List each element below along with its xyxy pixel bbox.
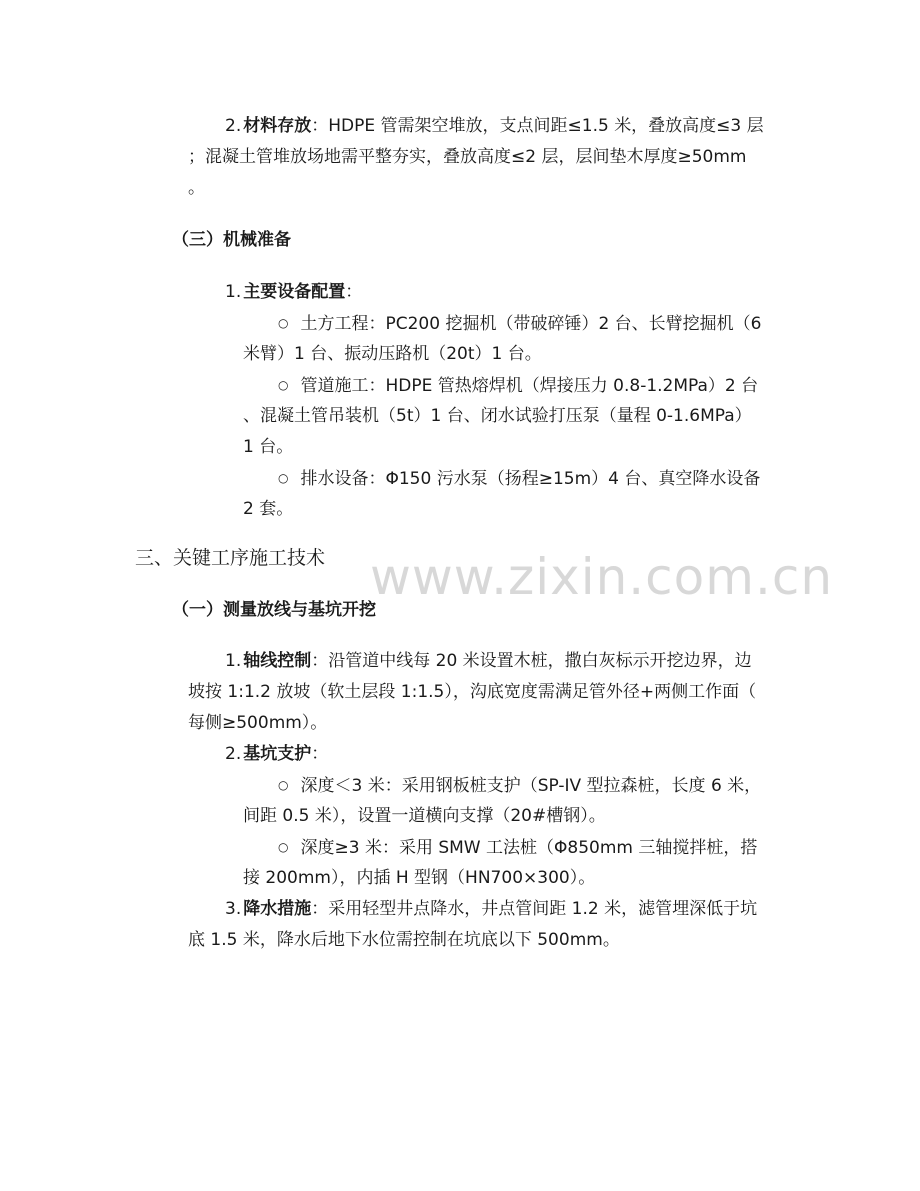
storage-label: 材料存放: [243, 116, 312, 136]
section-3-heading: 三、关键工序施工技术: [135, 547, 326, 569]
axis-control-line-2: 坡按 1:1.2 放坡（软土层段 1:1.5），沟底宽度需满足管外径+两侧工作面（: [188, 682, 757, 702]
machinery-item-2-text-1: 管道施工：HDPE 管热熔焊机（焊接压力 0.8-1.2MPa）2 台: [300, 376, 759, 396]
bullet-icon: ○: [278, 778, 289, 792]
machinery-item-2-line-3: 1 台。: [243, 437, 294, 457]
support-item-2-line-2: 接 200mm），内插 H 型钢（HN700×300）。: [243, 868, 596, 888]
watermark: www.zixin.com.cn: [370, 548, 834, 606]
storage-number: 2.: [225, 116, 242, 136]
machinery-item-3-line-2: 2 套。: [243, 499, 294, 519]
axis-text-1: 沿管道中线每 20 米设置木桩，撒白灰标示开挖边界，边: [328, 651, 752, 671]
support-item-1-line-2: 间距 0.5 米），设置一道横向支撑（20#槽钢）。: [243, 806, 606, 826]
support-colon: ：: [311, 744, 329, 764]
storage-line-1: [225, 114, 764, 138]
dewater-colon: ：: [311, 899, 329, 919]
machinery-item-3-line-1: [278, 466, 760, 491]
support-item-1-text-1: 深度＜3 米：采用钢板桩支护（SP-IV 型拉森桩，长度 6 米，: [300, 776, 762, 796]
storage-colon: ：: [311, 116, 329, 136]
machinery-item-1-text-1: 土方工程：PC200 挖掘机（带破碎锤）2 台、长臂挖掘机（6: [300, 314, 762, 334]
axis-number: 1.: [225, 651, 242, 671]
machinery-item-2-line-1: [278, 373, 758, 398]
storage-text-1: HDPE 管需架空堆放，支点间距≤1.5 米，叠放高度≤3 层: [328, 116, 764, 136]
machinery-item-3-text-1: 排水设备：Φ150 污水泵（扬程≥15m）4 台、真空降水设备: [300, 469, 761, 489]
support-number: 2.: [225, 744, 242, 764]
axis-control-line-3: 每侧≥500mm）。: [188, 713, 328, 733]
machinery-heading: （三）机械准备: [172, 230, 291, 250]
dewater-line-2: 底 1.5 米，降水后地下水位需控制在坑底以下 500mm。: [188, 930, 620, 950]
equipment-label: 主要设备配置: [243, 282, 346, 302]
axis-colon: ：: [311, 651, 329, 671]
equipment-config-line: [225, 280, 362, 304]
support-label: 基坑支护: [243, 744, 312, 764]
storage-line-3: 。: [188, 178, 205, 198]
dewater-number: 3.: [225, 899, 242, 919]
pit-support-line: [225, 742, 328, 766]
support-item-1-line-1: [278, 773, 761, 798]
machinery-item-1-line-2: 米臂）1 台、振动压路机（20t）1 台。: [243, 344, 542, 364]
dewater-text-1: 采用轻型井点降水，井点管间距 1.2 米，滤管埋深低于坑: [328, 899, 758, 919]
dewater-line-1: [225, 897, 757, 921]
machinery-item-2-line-2: 、混凝土管吊装机（5t）1 台、闭水试验打压泵（量程 0-1.6MPa）: [243, 406, 752, 426]
section-3-subheading: （一）测量放线与基坑开挖: [172, 600, 376, 620]
storage-line-2: ；混凝土管堆放场地需平整夯实，叠放高度≤2 层，层间垫木厚度≥50mm: [188, 147, 747, 167]
support-item-2-line-1: [278, 835, 757, 860]
bullet-icon: ○: [278, 316, 289, 330]
equipment-colon: ：: [345, 282, 363, 302]
machinery-item-1-line-1: [278, 311, 762, 336]
bullet-icon: ○: [278, 471, 289, 485]
bullet-icon: ○: [278, 378, 289, 392]
dewater-label: 降水措施: [243, 899, 312, 919]
axis-control-line-1: [225, 649, 752, 673]
bullet-icon: ○: [278, 840, 289, 854]
axis-label: 轴线控制: [243, 651, 312, 671]
equipment-number: 1.: [225, 282, 242, 302]
support-item-2-text-1: 深度≥3 米：采用 SMW 工法桩（Φ850mm 三轴搅拌桩，搭: [300, 838, 758, 858]
